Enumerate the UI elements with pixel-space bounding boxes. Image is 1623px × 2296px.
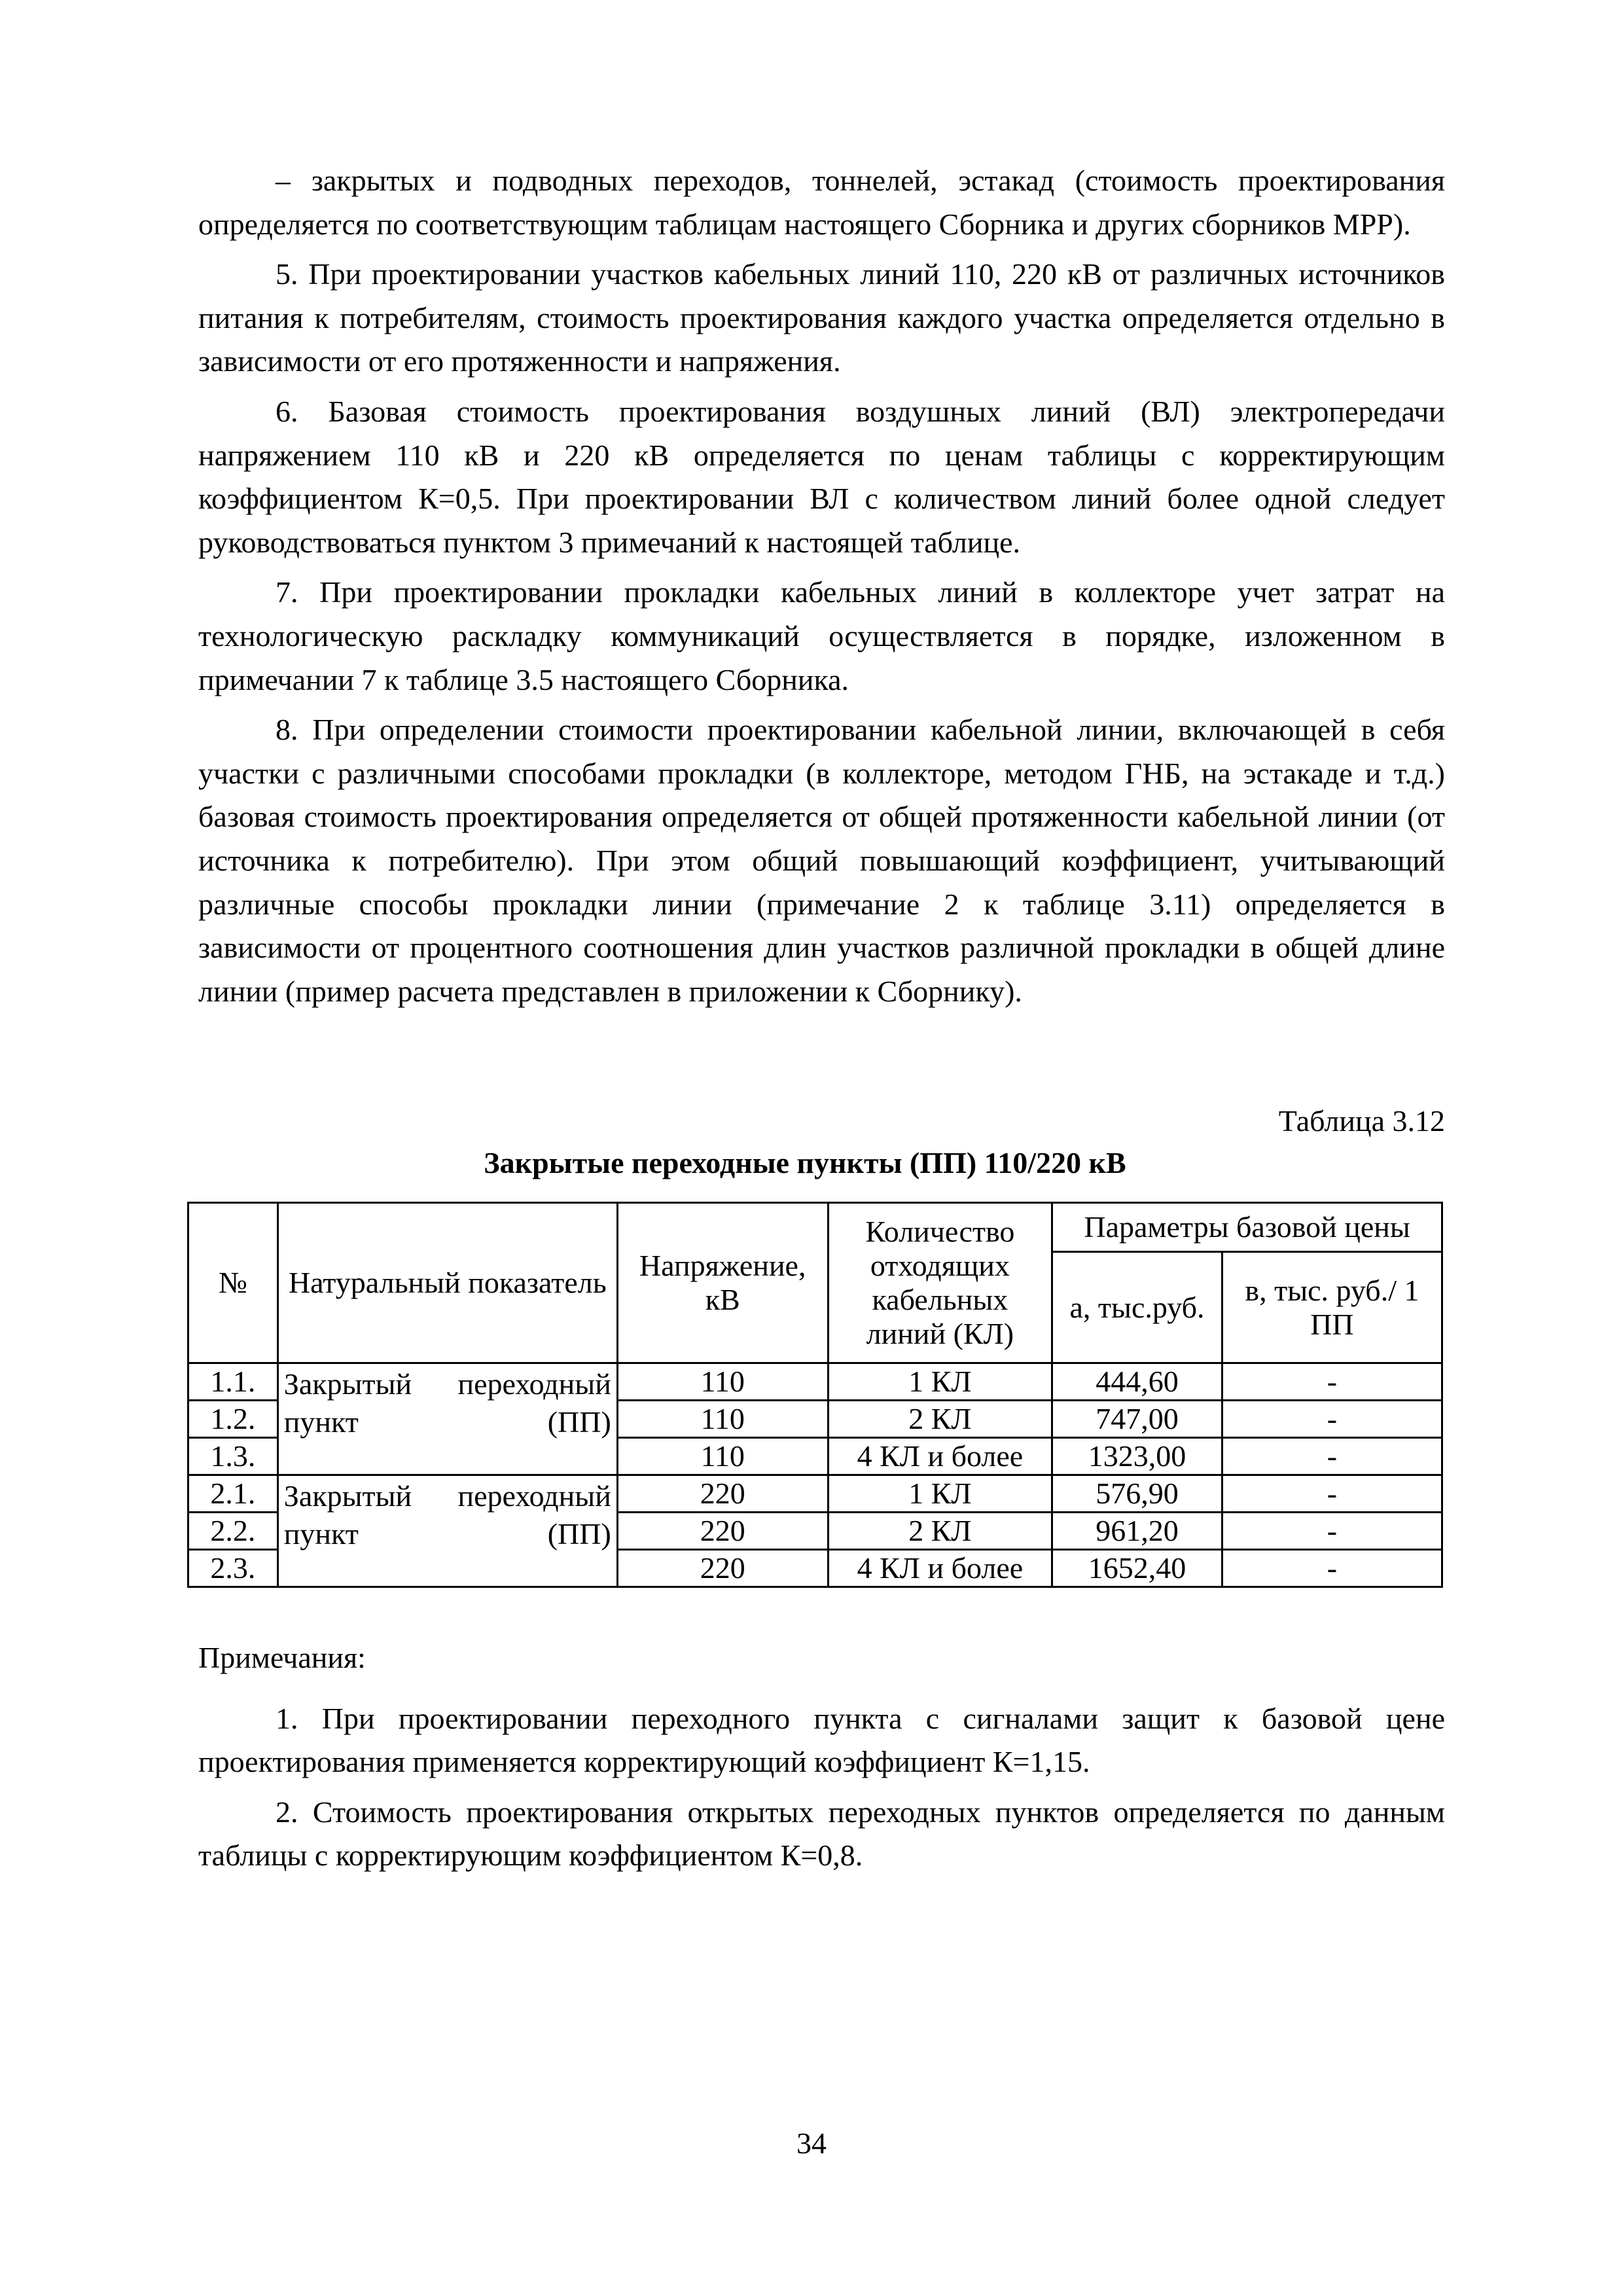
table-header-row: [188, 1203, 1442, 1252]
cell-lines: 4 КЛ и более: [828, 1438, 1052, 1475]
header-a: а, тыс.руб.: [1052, 1252, 1222, 1363]
price-table: [187, 1202, 1443, 1588]
cell-lines: 2 КЛ: [828, 1401, 1052, 1438]
paragraph-7: 7. При проектировании прокладки кабельных линий в коллекторе учет затрат на технологическую раскладку коммуникаций осуществляется в порядке, изложенном в примечании 7 к таблице 3.5 настоящего Сборника.: [198, 575, 1445, 696]
cell-b: -: [1222, 1438, 1442, 1475]
header-voltage: Напряжение, кВ: [617, 1203, 828, 1363]
header-num: №: [188, 1203, 278, 1363]
cell-num: 1.1.: [188, 1363, 278, 1401]
cell-a: 961,20: [1052, 1513, 1222, 1550]
table-row: [188, 1363, 1442, 1401]
cell-a: 1323,00: [1052, 1438, 1222, 1475]
notes-section: [198, 1636, 1445, 1878]
cell-b: -: [1222, 1550, 1442, 1587]
header-params: Параметры базовой цены: [1052, 1203, 1442, 1252]
header-b: в, тыс. руб./ 1 ПП: [1222, 1252, 1442, 1363]
cell-a: 747,00: [1052, 1401, 1222, 1438]
paragraph-6: 6. Базовая стоимость проектирования воздушных линий (ВЛ) электропередачи напряжением 110 кВ и 220 кВ определяется по ценам таблицы с корректирующим коэффициентом К=0,5. При проектировании ВЛ с количеством линий более одной следует руководствоваться пунктом 3 примечаний к настоящей таблице.: [198, 394, 1445, 559]
cell-lines: 2 КЛ: [828, 1513, 1052, 1550]
cell-voltage: 220: [617, 1475, 828, 1513]
group-1-label: Закрытый переходный пункт (ПП): [283, 1367, 611, 1439]
cell-num: 2.1.: [188, 1475, 278, 1513]
cell-b: -: [1222, 1475, 1442, 1513]
cell-a: 576,90: [1052, 1475, 1222, 1513]
cell-b: -: [1222, 1513, 1442, 1550]
cell-lines: 1 КЛ: [828, 1475, 1052, 1513]
cell-num: 2.3.: [188, 1550, 278, 1587]
note-2: 2. Стоимость проектирования открытых переходных пунктов определяется по данным таблицы с корректирующим коэффициентом К=0,8.: [198, 1795, 1445, 1873]
cell-voltage: 220: [617, 1513, 828, 1550]
header-lines: Количество отходящих кабельных линий (КЛ): [828, 1203, 1052, 1363]
cell-voltage: 110: [617, 1363, 828, 1401]
table-row: [188, 1475, 1442, 1513]
cell-voltage: 220: [617, 1550, 828, 1587]
paragraph-item-dash: ‒ закрытых и подводных переходов, тоннелей, эстакад (стоимость проектирования определяется по соответствующим таблицам настоящего Сборника и других сборников МРР).: [198, 164, 1445, 241]
cell-a: 444,60: [1052, 1363, 1222, 1401]
cell-voltage: 110: [617, 1401, 828, 1438]
cell-num: 1.2.: [188, 1401, 278, 1438]
cell-b: -: [1222, 1401, 1442, 1438]
cell-b: -: [1222, 1363, 1442, 1401]
header-indicator: Натуральный показатель: [277, 1203, 617, 1363]
cell-voltage: 110: [617, 1438, 828, 1475]
notes-heading: Примечания:: [198, 1641, 366, 1674]
paragraph-8: 8. При определении стоимости проектировании кабельной линии, включающей в себя участки с различными способами прокладки (в коллекторе, методом ГНБ, на эстакаде и т.д.) базовая стоимость проектирования определяется от общей протяженности кабельной линии (от источника к потребителю). При этом общий повышающий коэффициент, учитывающий различные способы прокладки линии (примечание 2 к таблице 3.11) определяется в зависимости от процентного соотношения длин участков различной прокладки в общей длине линии (пример расчета представлен в приложении к Сборнику).: [198, 713, 1445, 1008]
cell-num: 2.2.: [188, 1513, 278, 1550]
paragraph-5: 5. При проектировании участков кабельных линий 110, 220 кВ от различных источников питания к потребителям, стоимость проектирования каждого участка определяется отдельно в зависимости от его протяженности и напряжения.: [198, 257, 1445, 378]
note-1: 1. При проектировании переходного пункта с сигналами защит к базовой цене проектирования применяется корректирующий коэффициент К=1,15.: [198, 1701, 1445, 1779]
group-2-label: Закрытый переходный пункт (ПП): [283, 1479, 611, 1551]
cell-indicator-group-1: [277, 1363, 617, 1475]
table-title: Закрытые переходные пункты (ПП) 110/220 кВ: [484, 1146, 1126, 1179]
cell-indicator-group-2: [277, 1475, 617, 1587]
page-number: 34: [796, 2126, 827, 2160]
cell-num: 1.3.: [188, 1438, 278, 1475]
cell-a: 1652,40: [1052, 1550, 1222, 1587]
body-text: [198, 159, 1445, 1013]
cell-lines: 4 КЛ и более: [828, 1550, 1052, 1587]
table-number: Таблица 3.12: [1278, 1104, 1445, 1138]
cell-lines: 1 КЛ: [828, 1363, 1052, 1401]
